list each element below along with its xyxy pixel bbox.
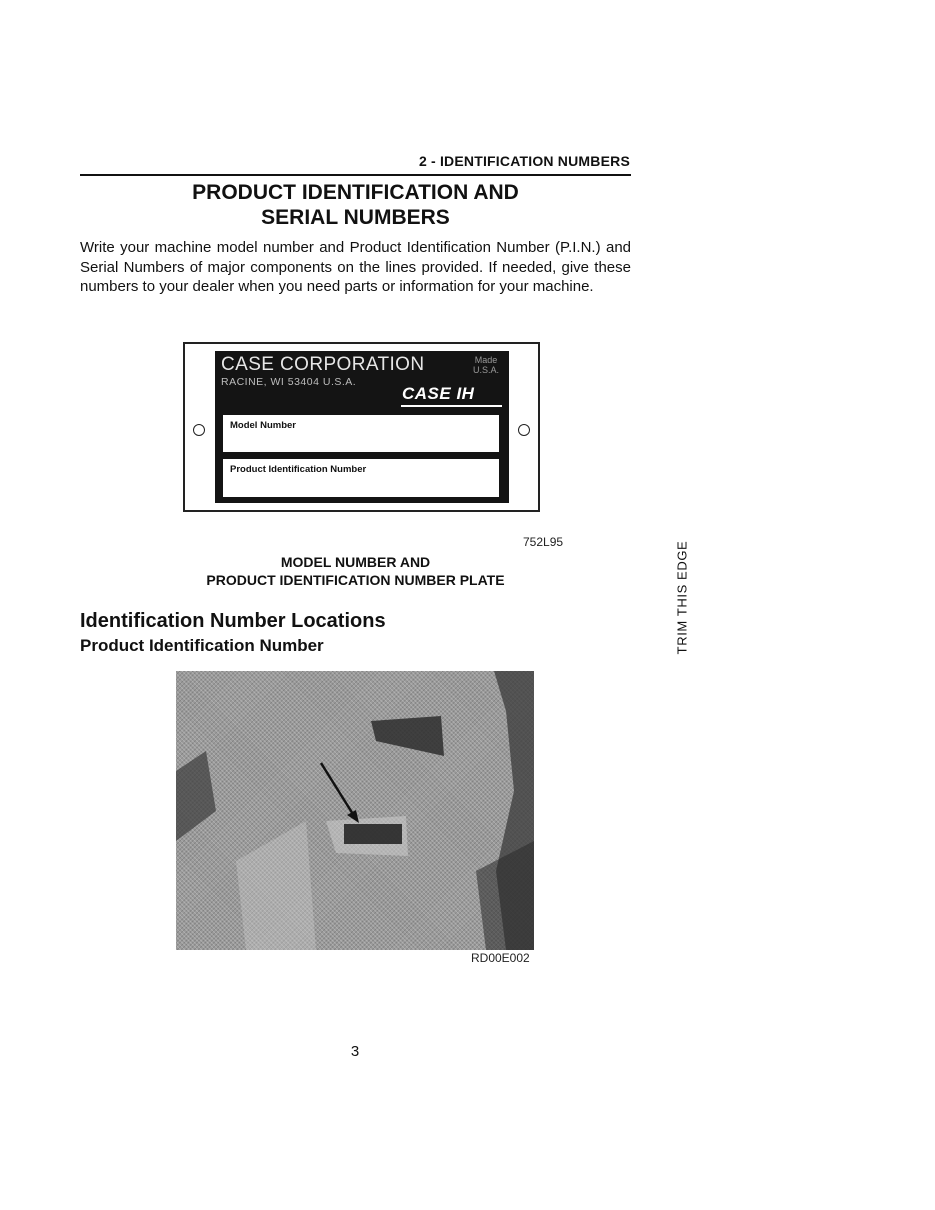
page-title xyxy=(80,180,631,230)
plate-caption-line-2: PRODUCT IDENTIFICATION NUMBER PLATE xyxy=(206,572,505,588)
model-number-field xyxy=(223,415,499,452)
subsection-heading: Product Identification Number xyxy=(80,636,324,655)
section-header-label: 2 - IDENTIFICATION NUMBERS xyxy=(418,153,630,169)
plate-company-name: CASE CORPORATION xyxy=(221,354,425,375)
circle-icon xyxy=(193,424,205,436)
plate-made-in xyxy=(466,355,506,375)
pin-field xyxy=(223,459,499,497)
plate-made-in-line-2: U.S.A. xyxy=(472,365,499,375)
case-ih-logo: CASE IH xyxy=(402,384,475,403)
photo-illustration xyxy=(176,671,534,950)
plate-made-in-line-1: Made xyxy=(474,355,498,365)
header-divider xyxy=(80,174,631,176)
page-number: 3 xyxy=(350,1043,360,1060)
photo-figure-code: RD00E002 xyxy=(471,951,530,965)
trim-edge-label: TRIM THIS EDGE xyxy=(674,540,690,655)
plate-caption-line-1: MODEL NUMBER AND xyxy=(280,554,431,570)
circle-icon xyxy=(518,424,530,436)
page-title-line-1: PRODUCT IDENTIFICATION AND xyxy=(192,181,519,204)
plate-figure-code: 752L95 xyxy=(523,535,564,549)
plate-caption xyxy=(80,553,631,589)
model-number-label: Model Number xyxy=(230,420,296,431)
page-title-line-2: SERIAL NUMBERS xyxy=(261,206,450,229)
arrow-icon xyxy=(321,763,359,823)
section-heading: Identification Number Locations xyxy=(80,610,386,632)
pin-label: Product Identification Number xyxy=(230,464,367,475)
logo-underline xyxy=(401,405,502,407)
intro-paragraph: Write your machine model number and Product Identification Number (P.I.N.) and Serial Numbers of major components on the lines provided. If needed, give these numbers to your dealer when you need parts or information for your machine. xyxy=(80,239,631,295)
pin-location-photo xyxy=(176,671,534,950)
plate-company-address: RACINE, WI 53404 U.S.A. xyxy=(221,376,357,388)
